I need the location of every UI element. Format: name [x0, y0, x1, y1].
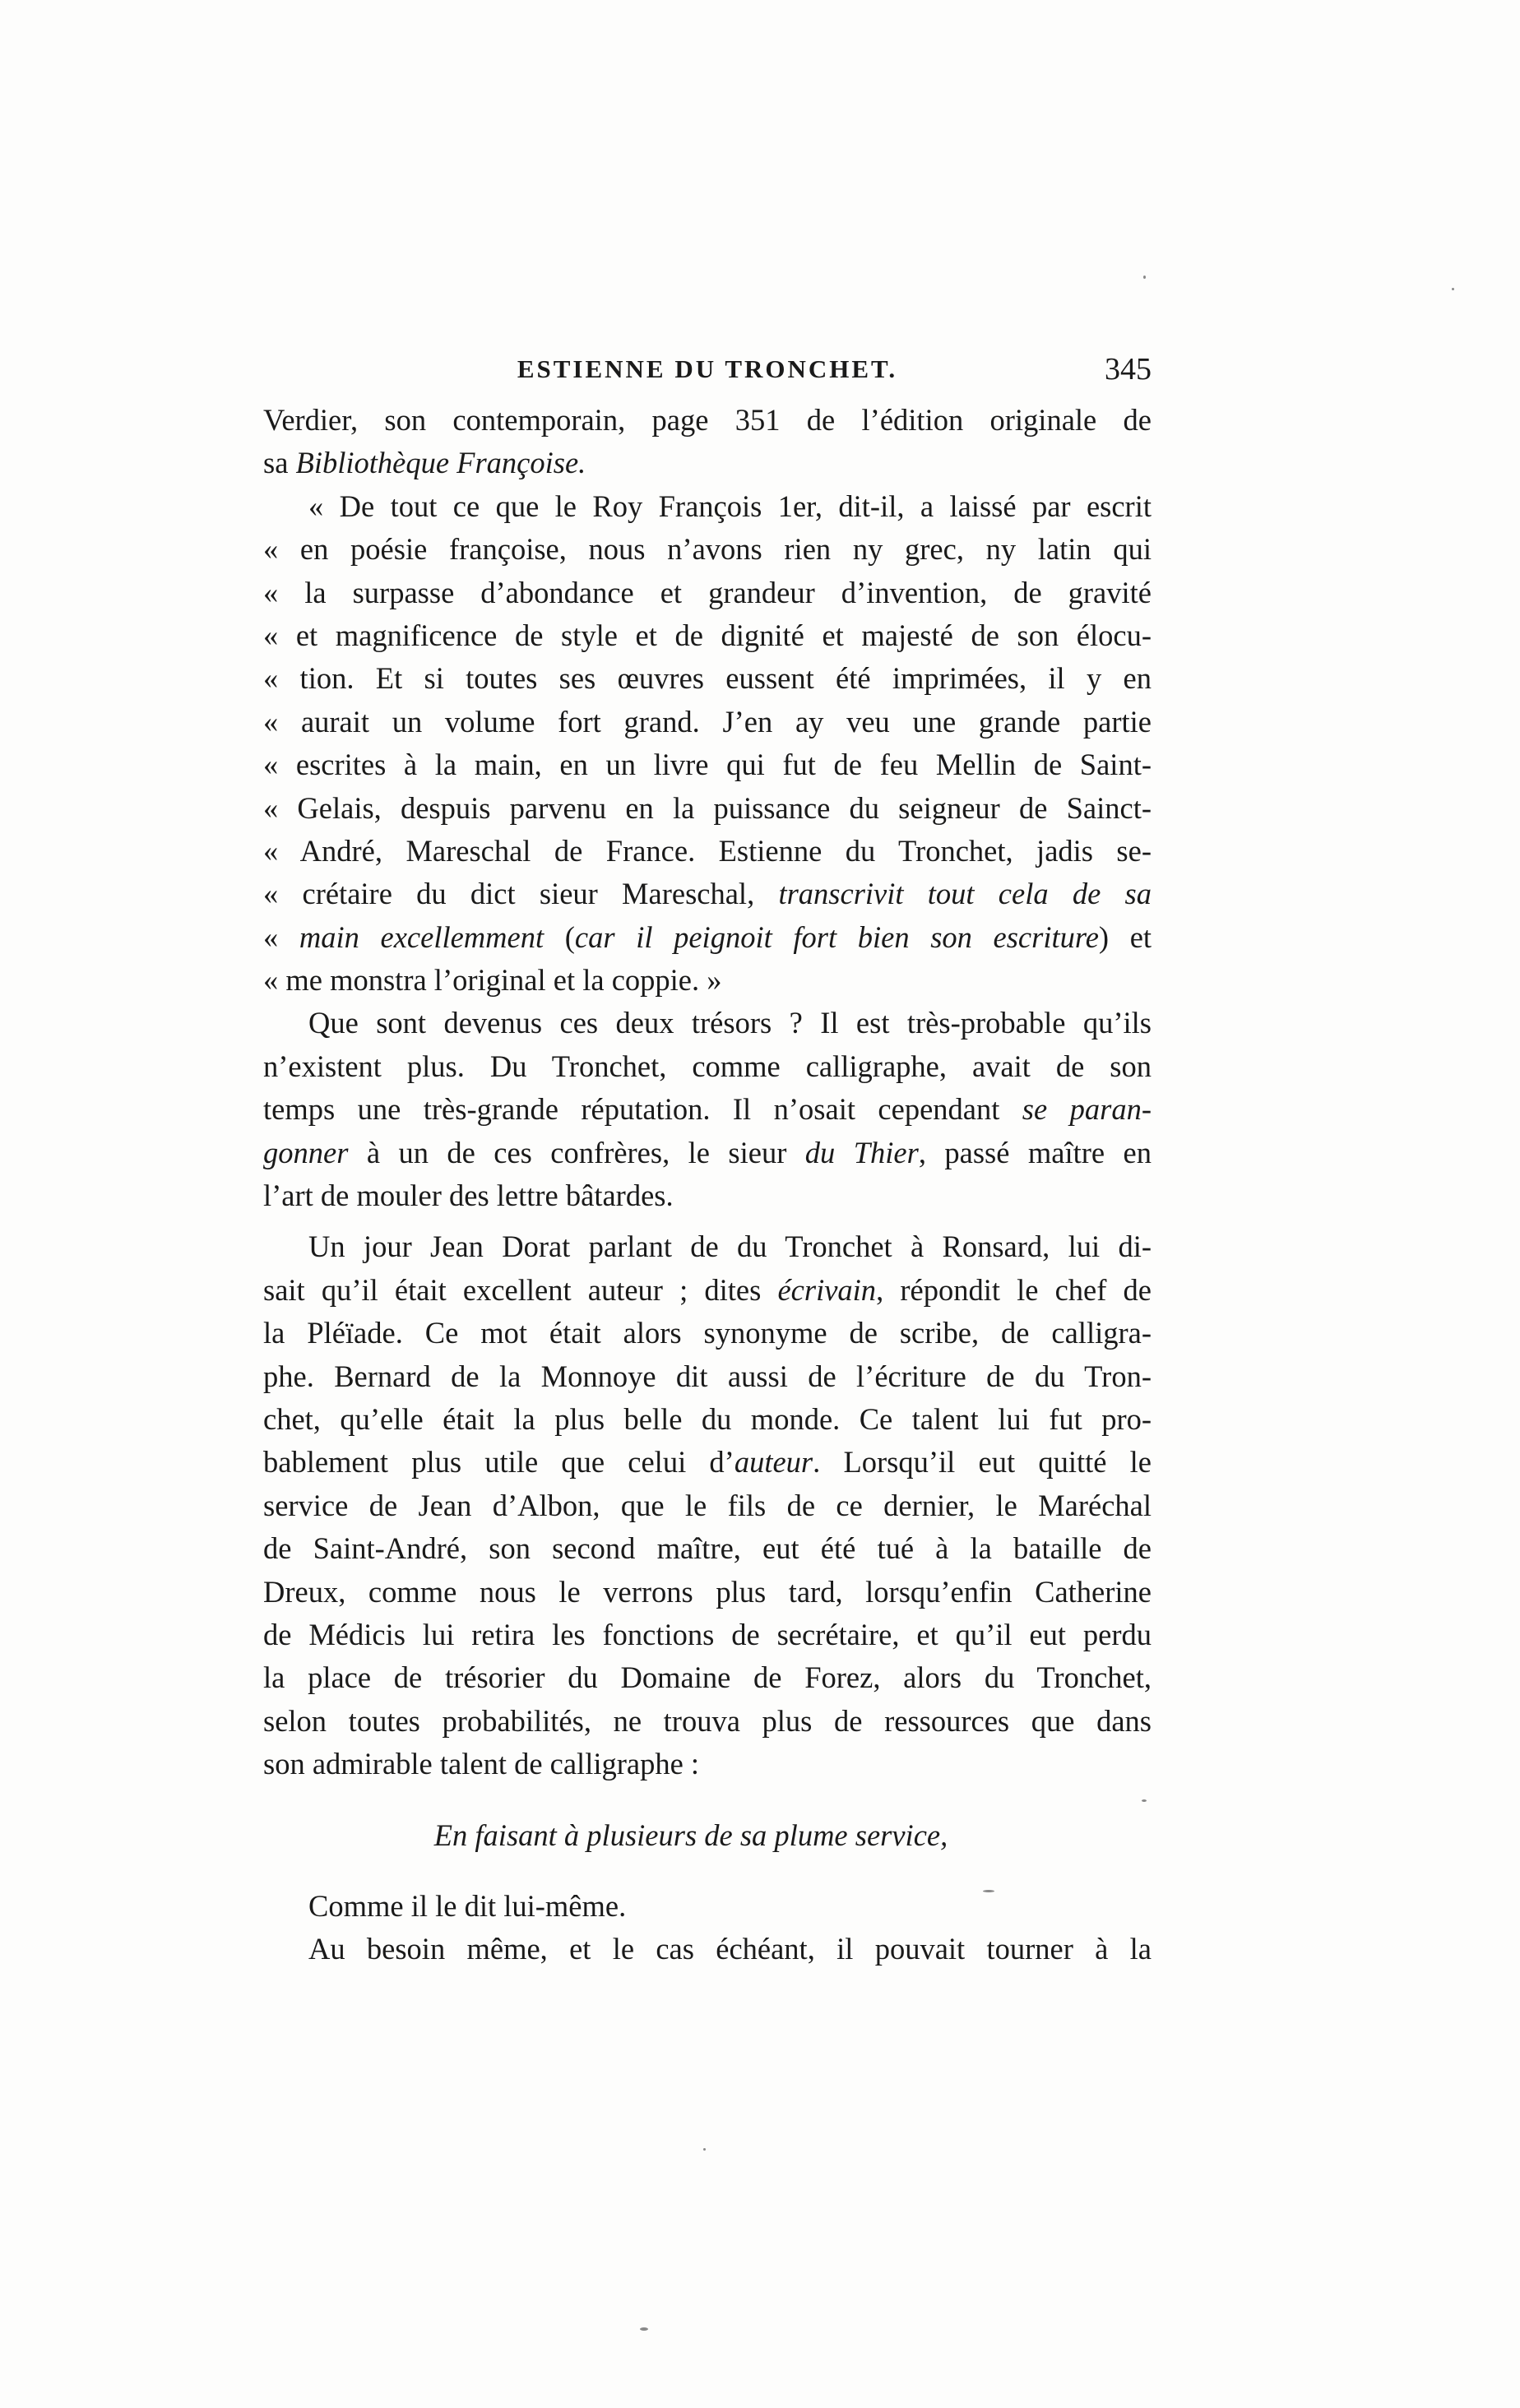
italic-text: du Thier: [804, 1135, 919, 1169]
italic-text: Bibliothèque Françoise.: [295, 446, 586, 480]
text-line: [263, 1527, 1152, 1570]
text-run: (: [544, 919, 575, 954]
text-line: [263, 701, 1152, 743]
text-run: Comme il le dit lui-même.: [308, 1888, 627, 1923]
text-line: [263, 1132, 1152, 1174]
text-run: « Gelais, despuis parvenu en la puissance du seigneur de Sainct-: [263, 790, 1152, 825]
running-title: ESTIENNE DU TRONCHET.: [517, 354, 898, 383]
text-run: Dreux, comme nous le verrons plus tard, lorsqu’enfin Catherine: [263, 1574, 1152, 1609]
text-line: [263, 657, 1152, 700]
text-run: Verdier, son contemporain, page 351 de l’édition originale de: [263, 403, 1152, 437]
scan-speck: [640, 2327, 648, 2331]
text-line: [263, 1269, 1152, 1312]
text-run: « André, Mareschal de France. Estienne du Tronchet, jadis se-: [263, 833, 1152, 868]
text-run: sa: [263, 446, 296, 480]
text-run: selon toutes probabilités, ne trouva plus de ressources que dans: [263, 1703, 1152, 1738]
text-line: [263, 1928, 1152, 1970]
text-line: [263, 743, 1152, 786]
scan-speck: [1452, 288, 1454, 290]
scan-speck: [1143, 276, 1146, 279]
text-line: [263, 1045, 1152, 1088]
text-line: [263, 1225, 1152, 1268]
text-run: à un de ces confrères, le sieur: [348, 1135, 805, 1169]
scan-speck: [983, 1890, 994, 1892]
text-run: « me monstra l’original et la coppie. »: [263, 963, 722, 998]
text-run: sait qu’il était excellent auteur ; dites: [263, 1272, 778, 1307]
verse-spacer: [263, 1786, 1152, 1814]
scan-speck: [703, 2148, 706, 2151]
text-line: [263, 614, 1152, 657]
text-line: [263, 1700, 1152, 1743]
italic-text: gonner: [263, 1135, 349, 1169]
text-line: [263, 1174, 1152, 1217]
text-run: son admirable talent de calligraphe :: [263, 1747, 700, 1781]
text-run: n’existent plus. Du Tronchet, comme calligraphe, avait de son: [263, 1049, 1152, 1083]
text-line: [263, 1656, 1152, 1699]
text-line: [263, 1441, 1152, 1484]
text-run: « aurait un volume fort grand. J’en ay veu une grande partie: [263, 704, 1152, 739]
text-run: la Pléïade. Ce mot était alors synonyme de scribe, de calligra-: [263, 1316, 1152, 1350]
italic-text: car il peignoit fort bien son escriture: [574, 919, 1099, 954]
text-run: « crétaire du dict sieur Mareschal,: [263, 877, 779, 911]
text-run: Au besoin même, et le cas échéant, il pouvait tourner à la: [308, 1932, 1152, 1966]
text-line: [263, 1398, 1152, 1441]
text-line: [263, 916, 1152, 959]
italic-text: écrivain: [777, 1272, 877, 1307]
text-line: [263, 1088, 1152, 1131]
verse-spacer: [263, 1857, 1152, 1885]
text-run: « tion. Et si toutes ses œuvres eussent été imprimées, il y en: [263, 661, 1152, 696]
running-head: [263, 350, 1152, 396]
text-block: [263, 350, 1152, 1971]
text-run: « en poésie françoise, nous n’avons rien ny grec, ny latin qui: [263, 532, 1152, 567]
italic-text: main excellemment: [299, 919, 545, 954]
text-run: ) et: [1098, 919, 1152, 954]
verse-quotation: En faisant à plusieurs de sa plume service,: [433, 1818, 948, 1852]
text-line: [263, 830, 1152, 873]
text-run: service de Jean d’Albon, que le fils de ce dernier, le Maréchal: [263, 1488, 1152, 1522]
italic-text: se paran-: [1022, 1092, 1152, 1127]
text-run: chet, qu’elle était la plus belle du monde. Ce talent lui fut pro-: [263, 1401, 1152, 1436]
text-line: [263, 485, 1152, 528]
text-run: temps une très-grande réputation. Il n’osait cependant: [263, 1092, 1022, 1127]
text-run: bablement plus utile que celui d’: [263, 1445, 735, 1480]
text-run: . Lorsqu’il eut quitté le: [813, 1445, 1152, 1480]
text-run: , répondit le chef de: [876, 1272, 1152, 1307]
body-text: [263, 399, 1152, 1786]
paragraph-gap: [263, 1217, 1152, 1225]
text-run: l’art de mouler des lettre bâtardes.: [263, 1179, 674, 1213]
text-run: Que sont devenus ces deux trésors ? Il est très-probable qu’ils: [308, 1006, 1152, 1040]
text-line: [263, 1002, 1152, 1044]
text-line: [263, 1355, 1152, 1398]
text-run: « escrites à la main, en un livre qui fut de feu Mellin de Saint-: [263, 748, 1152, 782]
text-run: « la surpasse d’abondance et grandeur d’invention, de gravité: [263, 575, 1152, 609]
text-run: Un jour Jean Dorat parlant de du Tronchet à Ronsard, lui di-: [308, 1229, 1152, 1264]
text-line: [263, 1614, 1152, 1656]
text-line: [263, 1743, 1152, 1785]
text-run: phe. Bernard de la Monnoye dit aussi de l’écriture de du Tron-: [263, 1359, 1152, 1393]
text-line: [263, 528, 1152, 571]
text-line: [263, 873, 1152, 915]
text-run: « De tout ce que le Roy François 1er, dit-il, a laissé par escrit: [308, 489, 1152, 523]
page-number: 345: [1105, 352, 1152, 387]
text-line: [263, 1312, 1152, 1354]
italic-text: auteur: [734, 1445, 813, 1480]
text-run: la place de trésorier du Domaine de Forez, alors du Tronchet,: [263, 1660, 1152, 1695]
scan-speck: [1142, 1799, 1147, 1802]
text-line: [263, 787, 1152, 830]
text-line: [263, 572, 1152, 614]
text-line: [263, 1484, 1152, 1527]
text-line: [263, 959, 1152, 1002]
italic-text: transcrivit tout cela de sa: [778, 877, 1152, 911]
closing-text: [263, 1885, 1152, 1971]
text-line: [263, 399, 1152, 442]
text-line: [263, 442, 1152, 484]
text-run: de Saint-André, son second maître, eut été tué à la bataille de: [263, 1531, 1152, 1566]
text-line: [263, 1885, 1152, 1928]
text-line: [263, 1571, 1152, 1614]
text-run: « et magnificence de style et de dignité et majesté de son élocu-: [263, 618, 1152, 652]
text-run: de Médicis lui retira les fonctions de secrétaire, et qu’il eut perdu: [263, 1617, 1152, 1651]
text-run: , passé maître en: [918, 1135, 1152, 1169]
text-run: «: [263, 919, 299, 954]
